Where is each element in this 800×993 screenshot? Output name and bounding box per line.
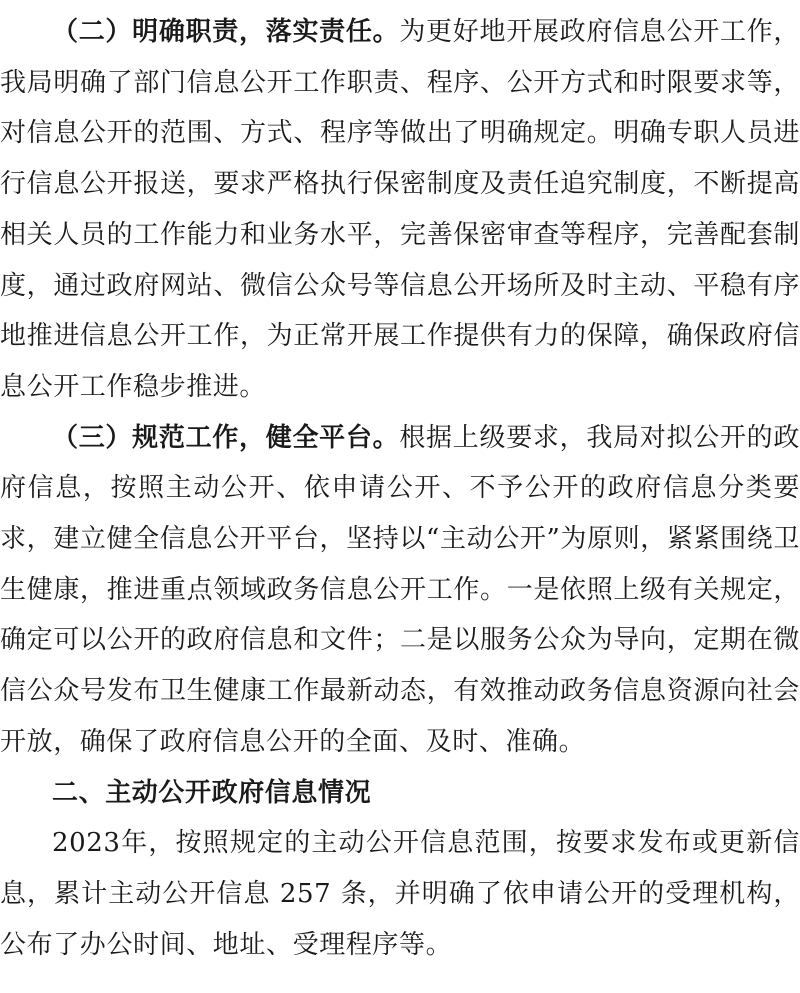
paragraph-lead-platform: （三）规范工作，健全平台。: [52, 422, 400, 453]
paragraph-body-platform: 根据上级要求，我局对拟公开的政府信息，按照主动公开、依申请公开、不予公开的政府信息分类要求，建立健全信息公开平台，坚持以“主动公开”为原则，紧紧围绕卫生健康，推进重点领域政务信息公开工作。一是依照上级有关规定，确定可以公开的政府信息和文件；二是以服务公众为导向，定期在微信公众号发布卫生健康工作最新动态，有效推动政务信息资源向社会开放，确保了政府信息公开的全面、及时、准确。: [0, 422, 800, 757]
paragraph-responsibility: [0, 7, 800, 413]
paragraph-active-disclosure: 2023年，按照规定的主动公开信息范围，按要求发布或更新信息，累计主动公开信息 257 条，并明确了依申请公开的受理机构，公布了办公时间、地址、受理程序等。: [0, 828, 800, 960]
paragraph-lead-responsibility: （二）明确职责，落实责任。: [52, 17, 400, 47]
section-heading-active-disclosure: 二、主动公开政府信息情况: [52, 777, 372, 808]
paragraph-body-responsibility: 为更好地开展政府信息公开工作，我局明确了部门信息公开工作职责、程序、公开方式和时限要求等，对信息公开的范围、方式、程序等做出了明确规定。明确专职人员进行信息公开报送，要求严格执行保密制度及责任追究制度，不断提高相关人员的工作能力和业务水平，完善保密审查等程序，完善配套制度，通过政府网站、微信公众号等信息公开场所及时主动、平稳有序地推进信息公开工作，为正常开展工作提供有力的保障，确保政府信息公开工作稳步推进。: [0, 17, 800, 402]
paragraph-platform: [0, 413, 800, 768]
